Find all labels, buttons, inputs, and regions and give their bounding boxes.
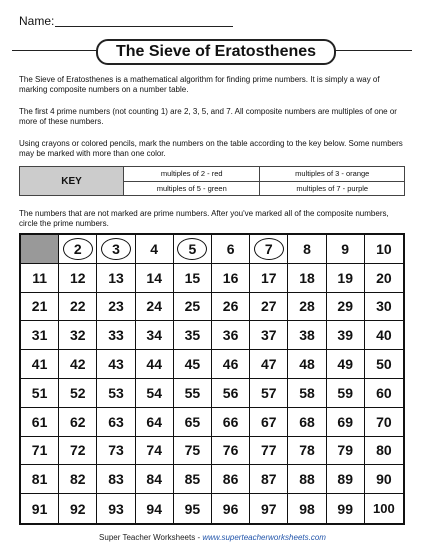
number-cell[interactable]: 77 <box>250 437 288 466</box>
number-cell[interactable]: 7 <box>250 235 288 264</box>
number-cell[interactable]: 99 <box>327 494 365 523</box>
number-cell[interactable]: 84 <box>136 465 174 494</box>
closing-paragraph: The numbers that are not marked are prime numbers. After you've marked all of the composite numbers, circle the prime numbers. <box>19 209 389 228</box>
number-cell[interactable]: 32 <box>59 321 97 350</box>
number-cell[interactable]: 18 <box>288 264 326 293</box>
number-cell[interactable]: 49 <box>327 350 365 379</box>
number-cell[interactable]: 33 <box>97 321 135 350</box>
number-cell[interactable]: 26 <box>212 293 250 322</box>
number-cell[interactable]: 100 <box>373 501 395 517</box>
number-cell[interactable]: 34 <box>136 321 174 350</box>
key-table <box>19 166 405 196</box>
key-item: multiples of 3 - orange <box>260 167 405 182</box>
number-cell[interactable]: 71 <box>21 437 59 466</box>
number-cell[interactable]: 53 <box>97 379 135 408</box>
number-cell[interactable]: 39 <box>327 321 365 350</box>
number-cell[interactable]: 37 <box>250 321 288 350</box>
number-cell[interactable]: 14 <box>136 264 174 293</box>
number-cell[interactable]: 95 <box>174 494 212 523</box>
number-cell[interactable]: 88 <box>288 465 326 494</box>
number-cell[interactable]: 23 <box>97 293 135 322</box>
number-cell[interactable]: 3 <box>97 235 135 264</box>
number-cell[interactable]: 24 <box>136 293 174 322</box>
number-cell[interactable]: 66 <box>212 408 250 437</box>
number-cell[interactable]: 5 <box>174 235 212 264</box>
number-cell[interactable]: 27 <box>250 293 288 322</box>
number-cell[interactable]: 89 <box>327 465 365 494</box>
footer-brand: Super Teacher Worksheets - <box>99 533 203 542</box>
number-cell[interactable]: 38 <box>288 321 326 350</box>
number-cell[interactable]: 10 <box>365 235 403 264</box>
number-cell[interactable]: 87 <box>250 465 288 494</box>
number-cell[interactable]: 61 <box>21 408 59 437</box>
number-cell[interactable]: 51 <box>21 379 59 408</box>
primes-paragraph: The first 4 prime numbers (not counting 1) are 2, 3, 5, and 7. All composite numbers are multiples of one or more of these numbers. <box>19 107 397 126</box>
number-cell[interactable]: 83 <box>97 465 135 494</box>
number-cell[interactable]: 29 <box>327 293 365 322</box>
number-cell[interactable]: 21 <box>21 293 59 322</box>
number-cell[interactable]: 58 <box>288 379 326 408</box>
number-cell[interactable]: 22 <box>59 293 97 322</box>
number-cell[interactable]: 4 <box>136 235 174 264</box>
key-item: multiples of 5 - green <box>124 181 260 196</box>
number-cell[interactable]: 17 <box>250 264 288 293</box>
number-cell[interactable]: 25 <box>174 293 212 322</box>
number-cell[interactable]: 54 <box>136 379 174 408</box>
intro-paragraph: The Sieve of Eratosthenes is a mathematical algorithm for finding prime numbers. It is simply a way of marking composite numbers on a number table. <box>19 75 380 94</box>
number-cell[interactable]: 16 <box>212 264 250 293</box>
number-cell[interactable]: 72 <box>59 437 97 466</box>
blank-cell[interactable] <box>21 235 59 264</box>
number-cell[interactable]: 48 <box>288 350 326 379</box>
number-cell[interactable]: 97 <box>250 494 288 523</box>
footer <box>0 533 425 542</box>
number-cell[interactable]: 40 <box>365 321 403 350</box>
number-cell[interactable]: 15 <box>174 264 212 293</box>
number-cell[interactable]: 41 <box>21 350 59 379</box>
number-cell[interactable]: 78 <box>288 437 326 466</box>
number-cell[interactable]: 12 <box>59 264 97 293</box>
number-cell[interactable]: 52 <box>59 379 97 408</box>
number-cell[interactable]: 79 <box>327 437 365 466</box>
number-cell[interactable]: 50 <box>365 350 403 379</box>
instructions-paragraph: Using crayons or colored pencils, mark the numbers on the table according to the key below. Some numbers may be marked with more than one color. <box>19 139 403 158</box>
number-cell[interactable]: 85 <box>174 465 212 494</box>
number-cell[interactable]: 2 <box>59 235 97 264</box>
number-cell[interactable]: 55 <box>174 379 212 408</box>
number-cell[interactable]: 98 <box>288 494 326 523</box>
key-item: multiples of 7 - purple <box>260 181 405 196</box>
name-line[interactable] <box>55 26 233 27</box>
number-cell[interactable]: 9 <box>327 235 365 264</box>
title-banner <box>12 39 412 63</box>
number-cell[interactable]: 62 <box>59 408 97 437</box>
number-cell[interactable]: 75 <box>174 437 212 466</box>
number-cell[interactable]: 11 <box>21 264 59 293</box>
number-cell[interactable]: 20 <box>365 264 403 293</box>
number-cell[interactable]: 43 <box>97 350 135 379</box>
number-cell[interactable]: 35 <box>174 321 212 350</box>
number-cell[interactable]: 57 <box>250 379 288 408</box>
number-cell[interactable]: 76 <box>212 437 250 466</box>
number-cell[interactable]: 13 <box>97 264 135 293</box>
number-cell[interactable]: 63 <box>97 408 135 437</box>
number-cell[interactable]: 94 <box>136 494 174 523</box>
number-cell[interactable]: 56 <box>212 379 250 408</box>
number-cell[interactable]: 70 <box>365 408 403 437</box>
key-label: KEY <box>20 167 124 196</box>
number-cell[interactable]: 28 <box>288 293 326 322</box>
number-cell[interactable]: 91 <box>21 494 59 523</box>
number-cell[interactable]: 81 <box>21 465 59 494</box>
number-cell[interactable]: 65 <box>174 408 212 437</box>
number-cell[interactable]: 36 <box>212 321 250 350</box>
number-cell[interactable]: 67 <box>250 408 288 437</box>
number-cell[interactable]: 96 <box>212 494 250 523</box>
number-cell[interactable]: 47 <box>250 350 288 379</box>
number-cell[interactable]: 42 <box>59 350 97 379</box>
number-cell[interactable]: 30 <box>365 293 403 322</box>
name-label: Name: <box>19 14 55 28</box>
number-cell[interactable]: 6 <box>212 235 250 264</box>
number-grid <box>19 233 405 525</box>
number-cell[interactable]: 74 <box>136 437 174 466</box>
number-cell[interactable]: 86 <box>212 465 250 494</box>
key-item: multiples of 2 - red <box>124 167 260 182</box>
number-cell[interactable]: 46 <box>212 350 250 379</box>
number-cell[interactable]: 45 <box>174 350 212 379</box>
footer-site: www.superteacherworksheets.com <box>202 533 326 542</box>
number-cell[interactable]: 60 <box>365 379 403 408</box>
number-cell[interactable]: 82 <box>59 465 97 494</box>
number-cell[interactable]: 73 <box>97 437 135 466</box>
number-cell[interactable]: 92 <box>59 494 97 523</box>
number-cell[interactable]: 19 <box>327 264 365 293</box>
number-cell[interactable]: 69 <box>327 408 365 437</box>
number-cell[interactable]: 80 <box>365 437 403 466</box>
page-title: The Sieve of Eratosthenes <box>96 39 336 65</box>
number-cell[interactable]: 68 <box>288 408 326 437</box>
number-cell[interactable]: 44 <box>136 350 174 379</box>
number-cell[interactable]: 31 <box>21 321 59 350</box>
number-cell[interactable]: 59 <box>327 379 365 408</box>
number-cell[interactable]: 8 <box>288 235 326 264</box>
number-cell[interactable]: 90 <box>365 465 403 494</box>
number-cell[interactable]: 64 <box>136 408 174 437</box>
number-cell[interactable]: 93 <box>97 494 135 523</box>
